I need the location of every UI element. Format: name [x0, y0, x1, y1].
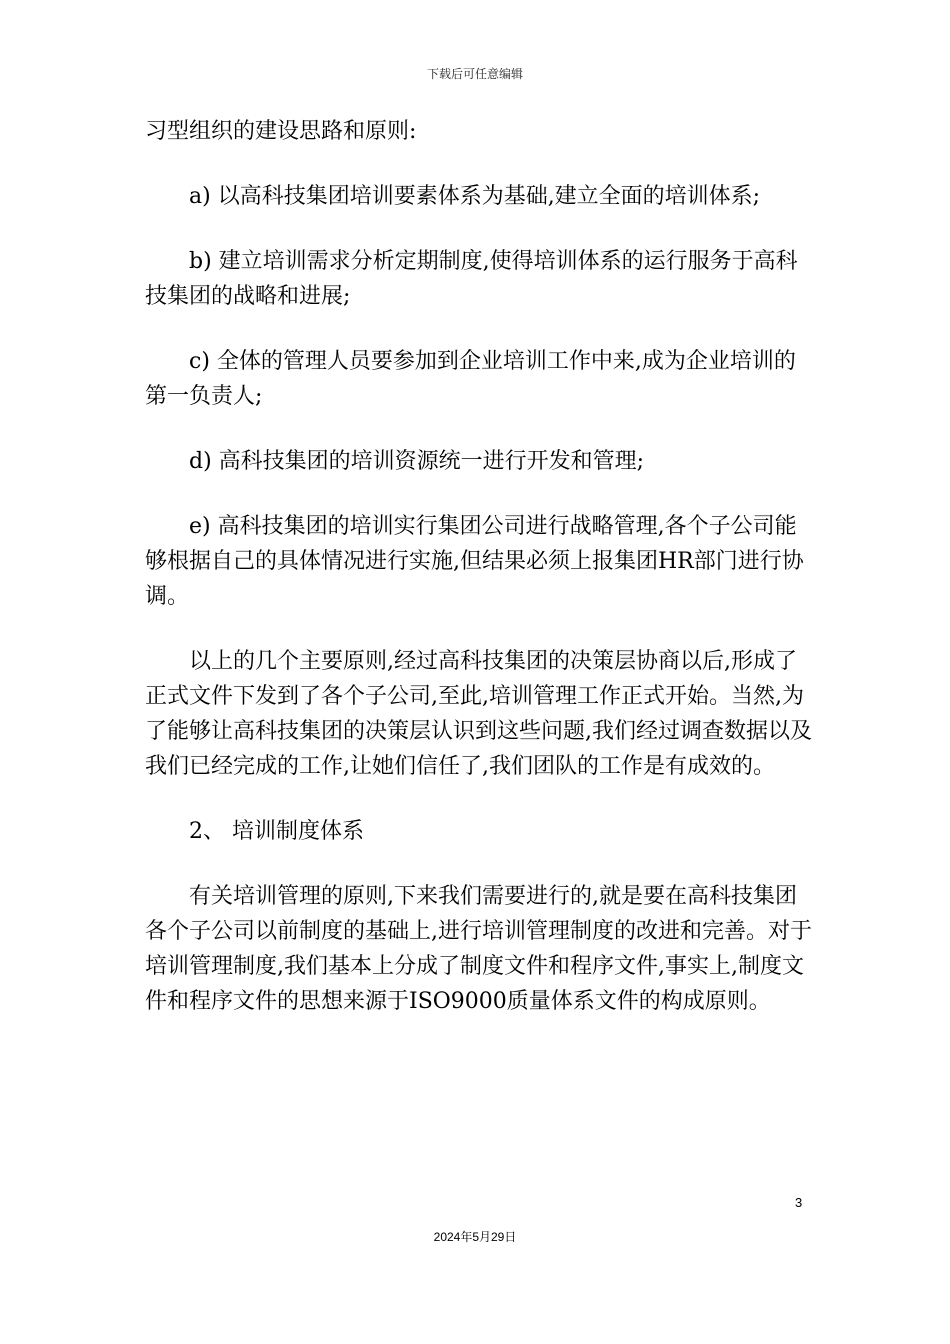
- section-heading: 2、 培训制度体系: [189, 819, 364, 844]
- principle-e: e) 高科技集团的培训实行集团公司进行战略管理,各个子公司能够根据自己的具体情况进行实施,但结果必须上报集团HR部门进行协调。: [145, 514, 804, 609]
- principle-a: a) 以高科技集团培训要素体系为基础,建立全面的培训体系;: [189, 184, 761, 209]
- principle-b: b) 建立培训需求分析定期制度,使得培训体系的运行服务于高科技集团的战略和进展;: [145, 249, 798, 309]
- page-number: 3: [795, 1195, 803, 1210]
- paragraph-summary: 以上的几个主要原则,经过高科技集团的决策层协商以后,形成了正式文件下发到了各个子公司,至此,培训管理工作正式开始。当然,为了能够让高科技集团的决策层认识到这些问题,我们经过调查数据以及我们已经完成的工作,让她们信任了,我们团队的工作是有成效的。: [145, 649, 812, 779]
- principle-d: d) 高科技集团的培训资源统一进行开发和管理;: [189, 449, 645, 474]
- page-header: 下载后可任意编辑: [426, 67, 523, 81]
- paragraph-intro: 习型组织的建设思路和原则:: [145, 119, 417, 144]
- paragraph-training-system: 有关培训管理的原则,下来我们需要进行的,就是要在高科技集团各个子公司以前制度的基础上,进行培训管理制度的改进和完善。对于培训管理制度,我们基本上分成了制度文件和程序文件,事实上,制度文件和程序文件的思想来源于ISO9000质量体系文件的构成原则。: [145, 884, 812, 1014]
- principle-c: c) 全体的管理人员要参加到企业培训工作中来,成为企业培训的第一负责人;: [145, 349, 796, 409]
- document-body: [145, 114, 817, 1049]
- footer-date: 2024年5月29日: [433, 1230, 517, 1244]
